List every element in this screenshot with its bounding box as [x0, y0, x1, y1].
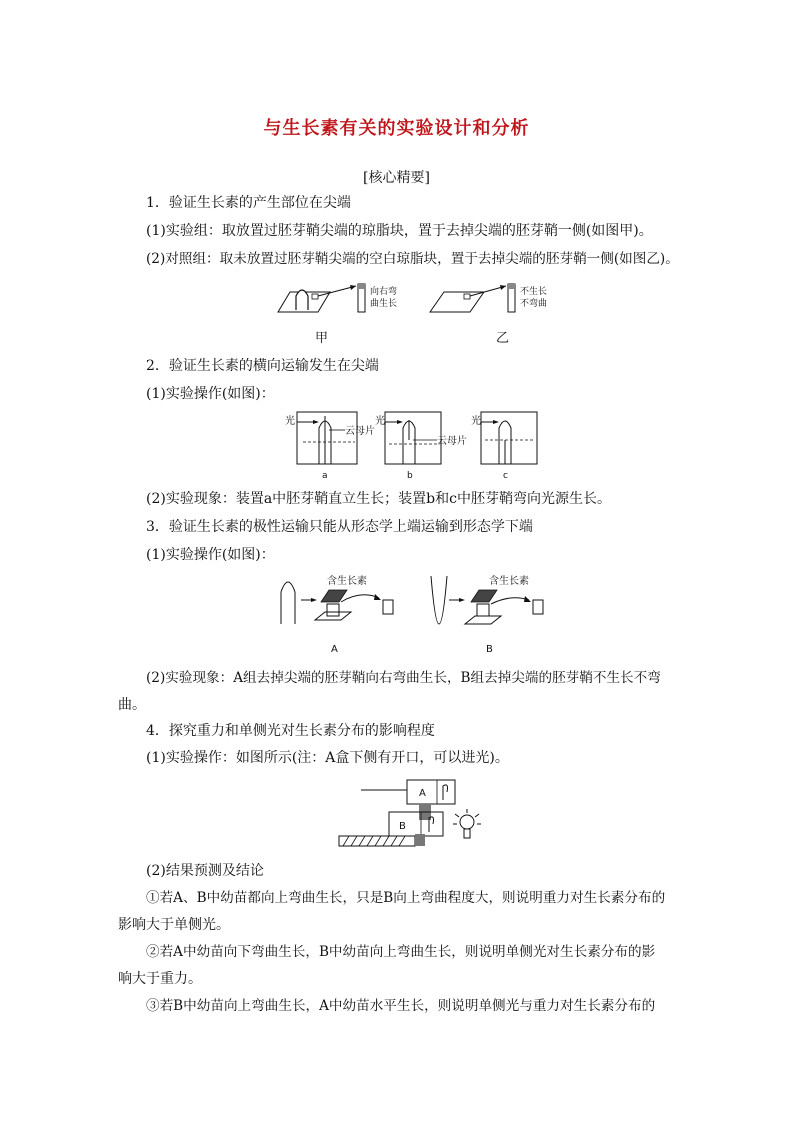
figure-4	[335, 776, 495, 854]
fig1-yi-text2: 不弯曲	[520, 299, 548, 309]
fig2-mica-b: 云母片	[437, 436, 467, 447]
fig1-jia-text1: 向右弯	[370, 287, 398, 297]
fig2-light-a: 光	[285, 416, 295, 427]
s2-paragraph-1: (1)实验操作(如图)：	[146, 386, 275, 402]
fig4-box-A: A	[419, 788, 426, 799]
s3-heading: 3．验证生长素的极性运输只能从形态学上端运输到形态学下端	[146, 519, 533, 535]
s4-paragraph-1: (1)实验操作：如图所示(注：A盒下侧有开口，可以进光)。	[146, 750, 509, 766]
fig2-light-b: 光	[375, 416, 385, 427]
figure-2	[285, 410, 555, 482]
s2-paragraph-2: (2)实验现象：装置a中胚芽鞘直立生长；装置b和c中胚芽鞘弯向光源生长。	[146, 491, 611, 507]
s4-result-2-line-1: ②若A中幼苗向下弯曲生长，B中幼苗向上弯曲生长，则说明单侧光对生长素分布的影	[146, 944, 656, 960]
fig3-auxin-A: 含生长素	[327, 576, 367, 587]
section-label: [核心精要]	[363, 170, 430, 186]
fig1-jia-label: 甲	[315, 331, 329, 346]
s1-paragraph-1: (1)实验组：取放置过胚芽鞘尖端的琼脂块，置于去掉尖端的胚芽鞘一侧(如图甲)。	[146, 223, 653, 239]
fig3-auxin-B: 含生长素	[489, 576, 529, 587]
fig1-jia-text2: 曲生长	[370, 299, 398, 309]
s4-result-1-line-2: 影响大于单侧光。	[118, 917, 230, 933]
s4-result-1-line-1: ①若A、B中幼苗都向上弯曲生长，只是B向上弯曲程度大，则说明重力对生长素分布的	[146, 890, 666, 906]
fig2-label-c: c	[503, 471, 508, 481]
fig4-box-B: B	[399, 821, 406, 832]
figure-1	[270, 280, 570, 350]
s4-result-3-line-1: ③若B中幼苗向上弯曲生长，A中幼苗水平生长，则说明单侧光与重力对生长素分布的	[146, 998, 656, 1014]
fig2-label-b: b	[407, 471, 413, 481]
s4-paragraph-2: (2)结果预测及结论	[146, 863, 264, 879]
fig1-yi-label: 乙	[496, 331, 510, 346]
s4-heading: 4．探究重力和单侧光对生长素分布的影响程度	[146, 723, 435, 739]
s3-paragraph-2-line-1: (2)实验现象：A组去掉尖端的胚芽鞘向右弯曲生长，B组去掉尖端的胚芽鞘不生长不弯	[146, 670, 661, 686]
fig2-label-a: a	[322, 471, 328, 481]
fig3-label-B: B	[486, 644, 493, 655]
page-title: 与生长素有关的实验设计和分析	[263, 118, 530, 139]
fig2-light-c: 光	[471, 416, 481, 427]
s3-paragraph-2-line-2: 曲。	[118, 697, 146, 713]
fig3-label-A: A	[331, 644, 338, 655]
figure-3	[275, 572, 555, 658]
fig1-yi-text1: 不生长	[520, 287, 548, 297]
s4-result-2-line-2: 响大于重力。	[118, 971, 202, 987]
s3-paragraph-1: (1)实验操作(如图)：	[146, 547, 275, 563]
s1-paragraph-2: (2)对照组：取未放置过胚芽鞘尖端的空白琼脂块，置于去掉尖端的胚芽鞘一侧(如图乙)。	[146, 251, 679, 267]
s1-heading: 1．验证生长素的产生部位在尖端	[146, 195, 351, 211]
fig2-mica-a: 云母片	[345, 426, 375, 437]
s2-heading: 2．验证生长素的横向运输发生在尖端	[146, 358, 379, 374]
